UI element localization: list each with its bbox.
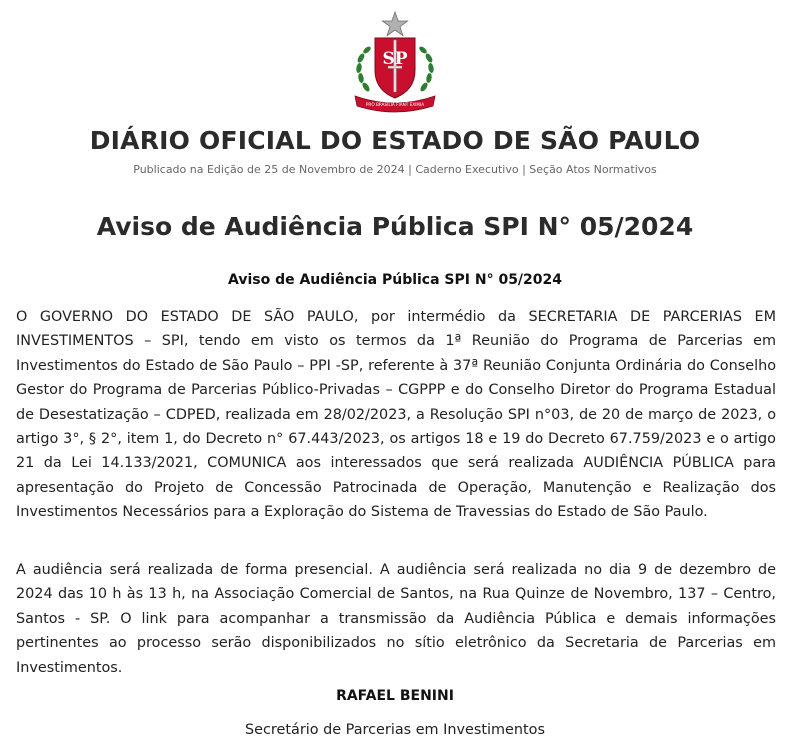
seal-monogram: SP [382, 49, 408, 69]
publication-info: Publicado na Edição de 25 de Novembro de 2024 | Caderno Executivo | Seção Atos Normativos [133, 163, 657, 176]
signer-name: RAFAEL BENINI [336, 688, 454, 704]
document-subtitle: Aviso de Audiência Pública SPI N° 05/2024 [227, 272, 563, 288]
masthead-title: DIÁRIO OFICIAL DO ESTADO DE SÃO PAULO [89, 126, 701, 155]
seal-laurel-left [356, 45, 372, 92]
seal-laurel-right [418, 45, 434, 92]
body-paragraph-2: A audiência será realizada de forma presencial. A audiência será realizada no dia 9 de dezembro de 2024 das 10 h às 13 h, na Associação Comercial de Santos, na Rua Quinze de Novembro, 137 – Centro, Santos - SP. O link para acompanhar a transmissão da Audiência Pública e demais informações pertinentes ao processo serão disponibilizados no sítio eletrônico da Secretaria de Parcerias em Investimentos. [16, 562, 776, 676]
body-paragraph-1: O GOVERNO DO ESTADO DE SÃO PAULO, por intermédio da SECRETARIA DE PARCERIAS EM INVESTIMENTOS – SPI, tendo em visto os termos da 1ª Reunião do Programa de Parcerias em Investimentos do Estado de São Paulo – PPI -SP, referente à 37ª Reunião Conjunta Ordinária do Conselho Gestor do Programa de Parcerias Público-Privadas – CGPPP e do Conselho Diretor do Programa Estadual de Desestatização – CDPED, realizada em 28/02/2023, a Resolução SPI n°03, de 20 de março de 2023, o artigo 3°, § 2°, item 1, do Decreto n° 67.443/2023, os artigos 18 e 19 do Decreto 67.759/2023 e o artigo 21 da Lei 14.133/2021, COMUNICA aos interessados que será realizada AUDIÊNCIA PÚBLICA para apresentação do Projeto de Concessão Patrocinada de Operação, Manutenção e Realização dos Investimentos Necessários para a Exploração do Sistema de Travessias do Estado de São Paulo. [16, 309, 776, 521]
sao-paulo-state-seal [347, 10, 443, 114]
document-title: Aviso de Audiência Pública SPI N° 05/2024 [96, 212, 694, 241]
seal-motto: PRO BRASILIA FIANT EXIMIA [365, 102, 425, 107]
seal-star [382, 12, 407, 36]
signer-role: Secretário de Parcerias em Investimentos [245, 722, 545, 738]
